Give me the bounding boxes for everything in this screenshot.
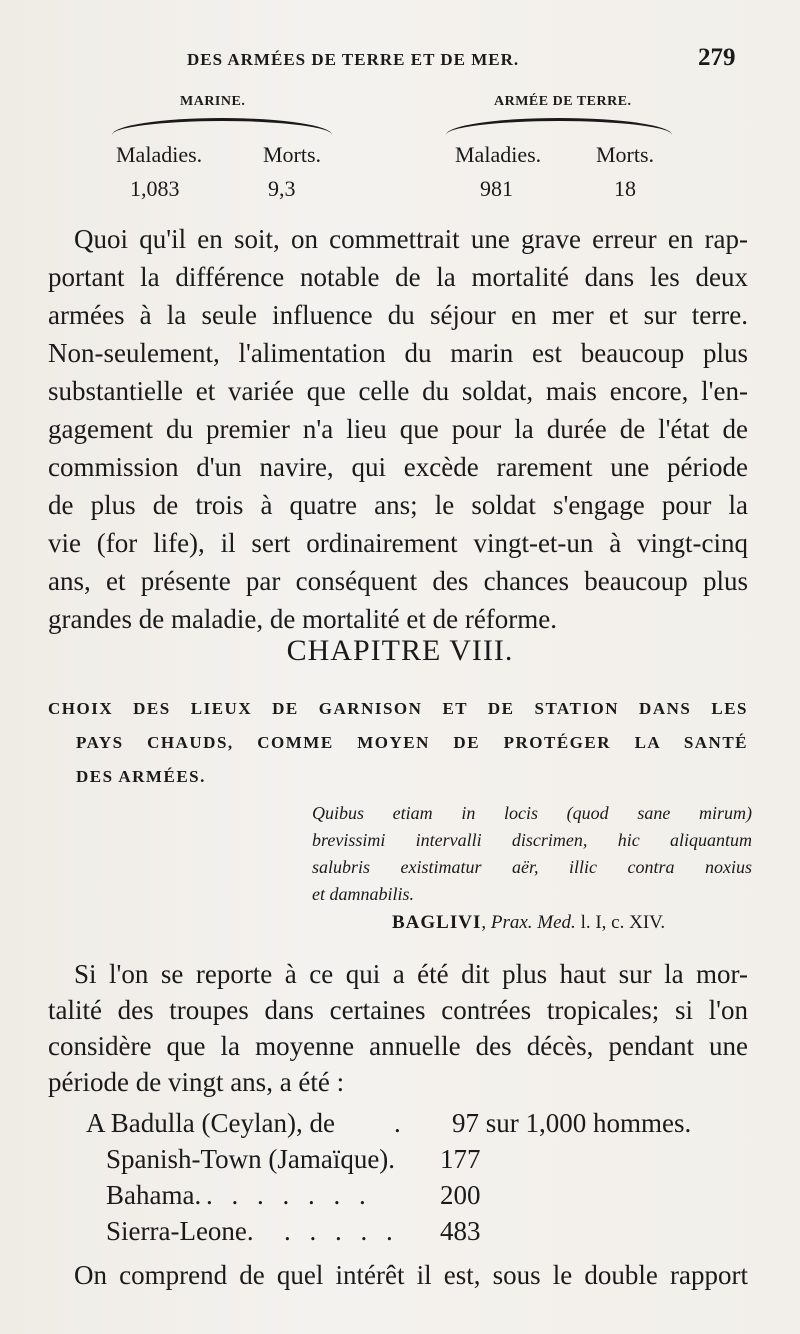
list-place: A Badulla (Ceylan), de bbox=[86, 1108, 335, 1138]
text-line: gagement du premier n'a lieu que pour la durée de l'état de bbox=[48, 414, 748, 444]
subtitle-line: CHOIX DES LIEUX DE GARNISON ET DE STATION DANS LES bbox=[48, 699, 748, 718]
running-title: DES ARMÉES DE TERRE ET DE MER. bbox=[187, 50, 520, 69]
chapter-title: CHAPITRE VIII. bbox=[286, 634, 514, 667]
armee-maladies-label: Maladies. bbox=[455, 142, 542, 167]
marine-heading: MARINE. bbox=[180, 94, 246, 109]
page-number: 279 bbox=[698, 44, 736, 71]
paragraph-3 bbox=[48, 1256, 748, 1294]
text-line: Quoi qu'il en soit, on commettrait une grave erreur en rap- bbox=[74, 224, 748, 254]
list-value: 177 bbox=[440, 1144, 481, 1174]
text-line: période de vingt ans, a été : bbox=[48, 1067, 345, 1097]
text-line: substantielle et variée que celle du soldat, mais encore, l'en- bbox=[48, 376, 748, 406]
epigraph-line: Quibus etiam in locis (quod sane mirum) bbox=[312, 803, 752, 823]
list-value: 97 sur 1,000 hommes. bbox=[452, 1108, 692, 1138]
list-value: 483 bbox=[440, 1216, 481, 1246]
list-place: Sierra-Leone. bbox=[106, 1216, 254, 1246]
list-dots: . . . . . . . bbox=[206, 1180, 372, 1210]
marine-maladies-label: Maladies. bbox=[116, 142, 203, 167]
text-line: talité des troupes dans certaines contrées tropicales; si l'on bbox=[48, 995, 748, 1025]
list-place: Spanish-Town (Jamaïque). bbox=[106, 1144, 396, 1174]
text-line: Non-seulement, l'alimentation du marin est beaucoup plus bbox=[48, 338, 748, 368]
marine-morts-label: Morts. bbox=[263, 142, 322, 167]
mortality-list bbox=[0, 1108, 800, 1258]
list-dots: . . . . . bbox=[284, 1216, 399, 1246]
subtitle-line: DES ARMÉES. bbox=[76, 767, 206, 786]
armee-morts-label: Morts. bbox=[596, 142, 655, 167]
list-place: Bahama. bbox=[106, 1180, 202, 1210]
chapter-subtitle bbox=[48, 692, 748, 794]
marine-morts-value: 9,3 bbox=[268, 176, 296, 201]
armee-maladies-value: 981 bbox=[480, 176, 513, 201]
armee-brace bbox=[446, 118, 672, 135]
text-line: commission d'un navire, qui excède rarement une période bbox=[48, 452, 748, 482]
text-line: considère que la moyenne annuelle des décès, pendant une bbox=[48, 1031, 748, 1061]
paragraph-2 bbox=[48, 956, 748, 1100]
marine-maladies-value: 1,083 bbox=[130, 176, 180, 201]
paragraph-1 bbox=[48, 220, 748, 638]
text-line: ans, et présente par conséquent des chances beaucoup plus bbox=[48, 566, 748, 596]
text-line: On comprend de quel intérêt il est, sous le double rapport bbox=[74, 1260, 748, 1290]
epigraph-line: et damnabilis. bbox=[312, 884, 414, 904]
text-line: armées à la seule influence du séjour en mer et sur terre. bbox=[48, 300, 748, 330]
epigraph-attribution: BAGLIVI, Prax. Med. l. I, c. XIV. bbox=[392, 912, 666, 933]
marine-brace bbox=[112, 118, 332, 135]
text-line: vie (for life), il sert ordinairement vingt-et-un à vingt-cinq bbox=[48, 528, 748, 558]
epigraph-ref: l. I, c. XIV. bbox=[580, 912, 666, 933]
subtitle-line: PAYS CHAUDS, COMME MOYEN DE PROTÉGER LA SANTÉ bbox=[76, 733, 748, 752]
list-value: 200 bbox=[440, 1180, 481, 1210]
text-line: portant la différence notable de la mortalité dans les deux bbox=[48, 262, 748, 292]
armee-morts-value: 18 bbox=[614, 176, 636, 201]
armee-heading: ARMÉE DE TERRE. bbox=[494, 94, 632, 109]
epigraph-source: Prax. Med. bbox=[490, 912, 576, 933]
epigraph bbox=[312, 800, 752, 908]
text-line: Si l'on se reporte à ce qui a été dit plus haut sur la mor- bbox=[74, 959, 748, 989]
epigraph-line: brevissimi intervalli discrimen, hic aliquantum bbox=[312, 830, 752, 850]
text-line: grandes de maladie, de mortalité et de réforme. bbox=[48, 604, 558, 634]
epigraph-line: salubris existimatur aër, illic contra noxius bbox=[312, 857, 752, 877]
list-dots: . bbox=[394, 1108, 407, 1138]
text-line: de plus de trois à quatre ans; le soldat s'engage pour la bbox=[48, 490, 748, 520]
epigraph-author: BAGLIVI bbox=[392, 912, 482, 933]
